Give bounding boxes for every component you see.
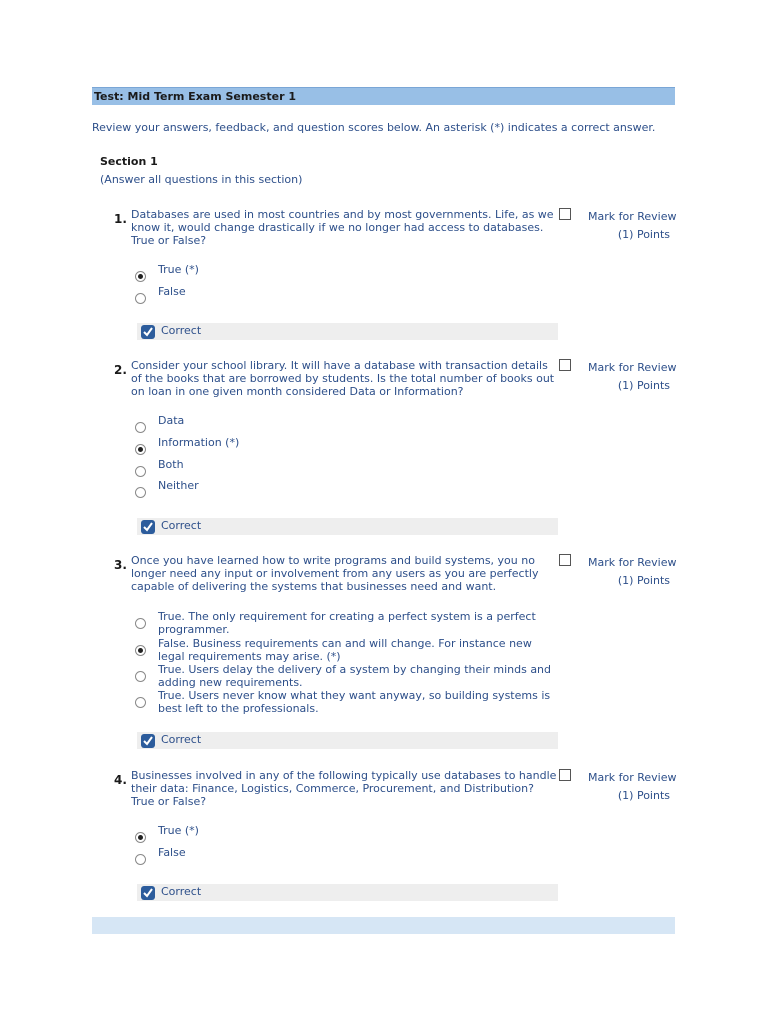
answer-option-label: Information (*) (158, 436, 240, 449)
check-icon (141, 325, 155, 339)
radio-selected[interactable] (135, 444, 146, 455)
radio-unselected[interactable] (135, 671, 146, 682)
mark-for-review-checkbox[interactable] (559, 554, 571, 566)
answer-option-label: Neither (158, 479, 199, 492)
mark-for-review-label[interactable]: Mark for Review (588, 556, 677, 569)
question-points: (1) Points (617, 228, 670, 241)
check-icon (141, 520, 155, 534)
feedback-label: Correct (161, 324, 202, 337)
answer-option-label: True. Users never know what they want anyway, so building systems is best left to the professionals. (158, 689, 551, 715)
question-points: (1) Points (617, 379, 670, 392)
answer-option-label: True. The only requirement for creating a perfect system is a perfect programmer. (158, 610, 536, 636)
radio-unselected[interactable] (135, 422, 146, 433)
radio-unselected[interactable] (135, 618, 146, 629)
answer-option-label: True. Users delay the delivery of a system by changing their minds and adding new requirements. (158, 663, 552, 689)
feedback-label: Correct (161, 733, 202, 746)
question-text: Databases are used in most countries and by most governments. Life, as we know it, would change drastically if we no longer had access to databases. True or False? (131, 208, 554, 247)
mark-for-review-checkbox[interactable] (559, 208, 571, 220)
answer-option-label: True (*) (158, 824, 199, 837)
radio-unselected[interactable] (135, 487, 146, 498)
radio-unselected[interactable] (135, 293, 146, 304)
answer-option-label: False. Business requirements can and will change. For instance new legal requirements may arise. (*) (158, 637, 532, 663)
question-number: 4. (114, 773, 127, 787)
answer-option-label: False (158, 846, 186, 859)
mark-for-review-label[interactable]: Mark for Review (588, 771, 677, 784)
footer-bar (92, 917, 675, 934)
section-subheading: (Answer all questions in this section) (100, 173, 303, 186)
question-number: 2. (114, 363, 127, 377)
question-number: 3. (114, 558, 127, 572)
question-points: (1) Points (617, 574, 670, 587)
mark-for-review-label[interactable]: Mark for Review (588, 361, 677, 374)
feedback-bar (137, 884, 558, 901)
radio-selected[interactable] (135, 271, 146, 282)
radio-unselected[interactable] (135, 466, 146, 477)
question-text: Once you have learned how to write programs and build systems, you no longer need any input or involvement from any users as you are perfectly capable of delivering the systems that businesses need and want. (131, 554, 539, 593)
radio-unselected[interactable] (135, 854, 146, 865)
question-text: Consider your school library. It will have a database with transaction details of the books that are borrowed by students. Is the total number of books out on loan in one given month considered Data or Information? (131, 359, 555, 398)
answer-option-label: True (*) (158, 263, 199, 276)
radio-unselected[interactable] (135, 697, 146, 708)
question-points: (1) Points (617, 789, 670, 802)
feedback-label: Correct (161, 519, 202, 532)
section-heading: Section 1 (100, 155, 158, 168)
mark-for-review-checkbox[interactable] (559, 359, 571, 371)
answer-option-label: False (158, 285, 186, 298)
check-icon (141, 734, 155, 748)
radio-selected[interactable] (135, 645, 146, 656)
feedback-bar (137, 732, 558, 749)
feedback-label: Correct (161, 885, 202, 898)
mark-for-review-checkbox[interactable] (559, 769, 571, 781)
answer-option-label: Data (158, 414, 185, 427)
mark-for-review-label[interactable]: Mark for Review (588, 210, 677, 223)
review-note: Review your answers, feedback, and question scores below. An asterisk (*) indicates a correct answer. (92, 121, 656, 134)
check-icon (141, 886, 155, 900)
feedback-bar (137, 323, 558, 340)
test-title-bar (92, 87, 675, 105)
question-text: Businesses involved in any of the following typically use databases to handle their data: Finance, Logistics, Commerce, Procurement, and Distribution? True or False? (131, 769, 557, 808)
radio-selected[interactable] (135, 832, 146, 843)
answer-option-label: Both (158, 458, 184, 471)
feedback-bar (137, 518, 558, 535)
test-title: Test: Mid Term Exam Semester 1 (94, 90, 296, 103)
question-number: 1. (114, 212, 127, 226)
